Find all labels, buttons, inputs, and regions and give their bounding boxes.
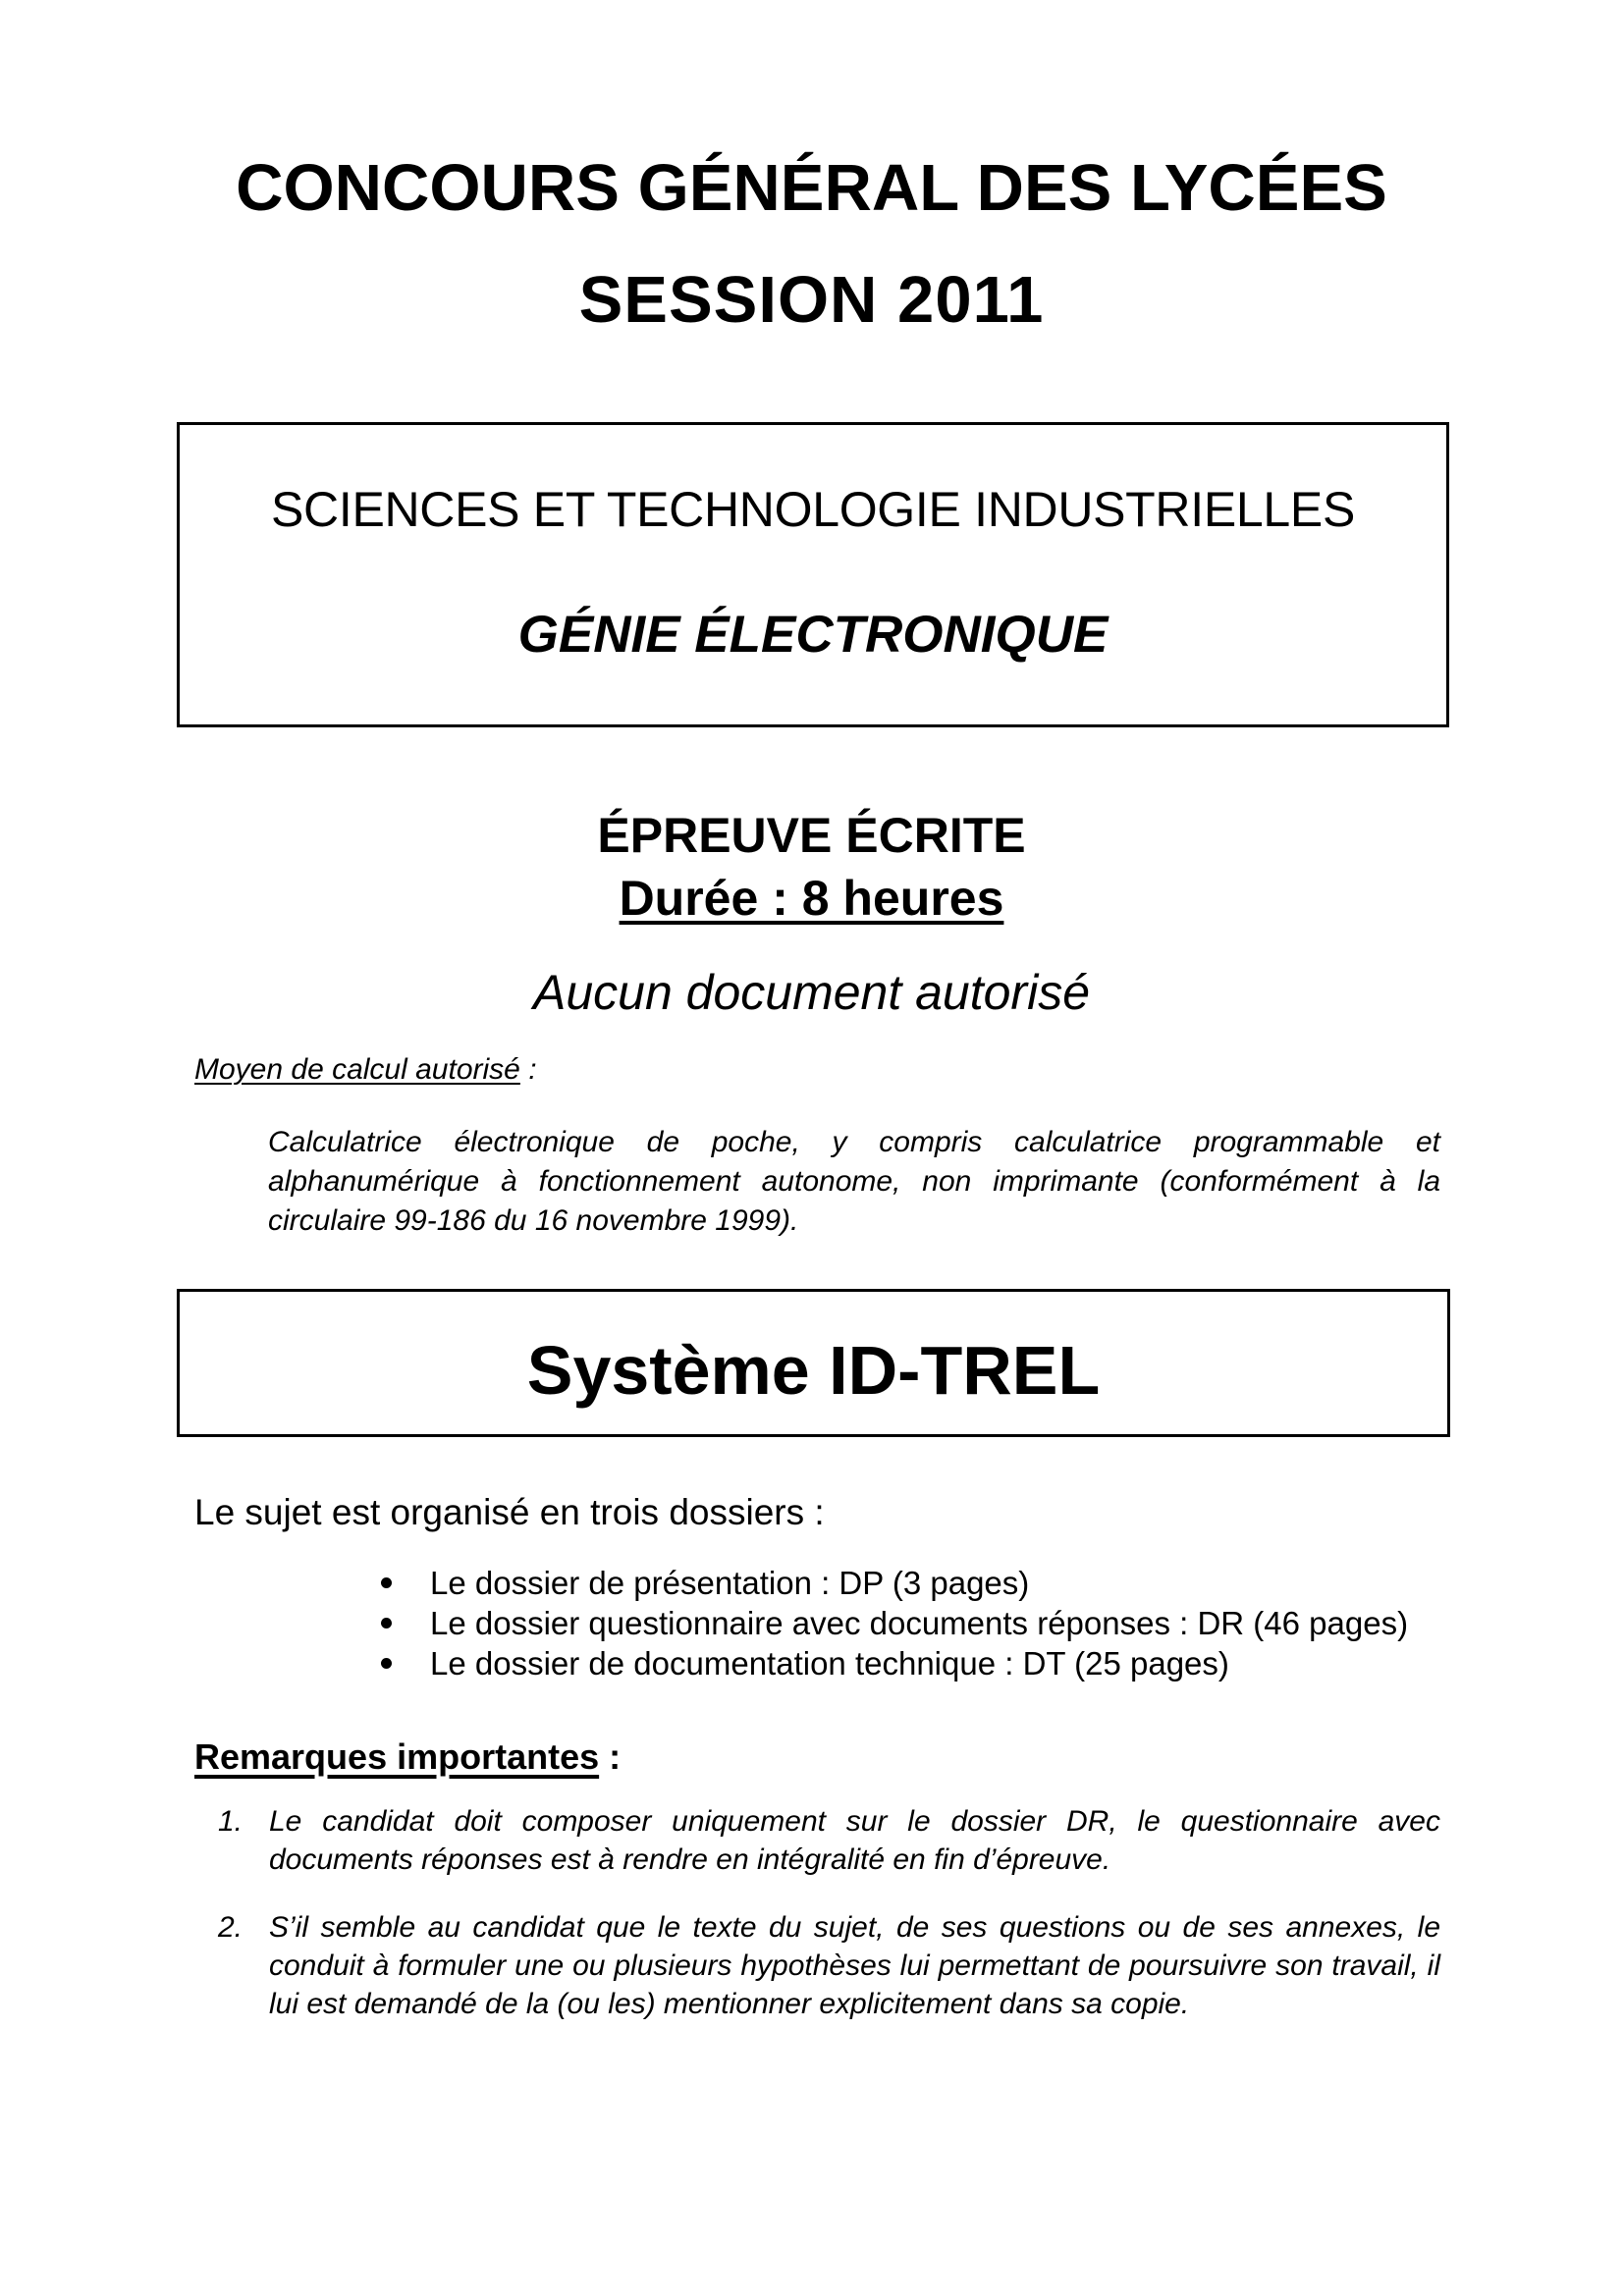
calculator-heading-label: Moyen de calcul autorisé xyxy=(194,1053,520,1086)
session-title: SESSION 2011 xyxy=(578,263,1045,337)
remarks-heading-label: Remarques importantes xyxy=(194,1736,600,1777)
dossier-label: Le dossier de documentation technique : DT (25 pages) xyxy=(430,1645,1229,1682)
exam-type: ÉPREUVE ÉCRITE xyxy=(597,808,1026,863)
list-item xyxy=(378,1603,1408,1643)
remark-text: S’il semble au candidat que le texte du sujet, de ses questions ou de ses annexes, le conduit à formuler une ou plusieurs hypothèses lui permettant de poursuivre son travail, il lui est demandé de la (ou les) mentionner explicitement dans sa copie. xyxy=(269,1911,1440,2020)
system-box xyxy=(177,1289,1450,1437)
remark-number: 1. xyxy=(218,1805,243,1838)
system-title: Système ID-TREL xyxy=(526,1332,1101,1409)
exam-duration xyxy=(0,870,1623,927)
remarks-list xyxy=(218,1802,1440,2023)
field-name: SCIENCES ET TECHNOLOGIE INDUSTRIELLES xyxy=(271,482,1355,537)
dossier-list xyxy=(378,1563,1408,1683)
subject-box xyxy=(177,422,1449,727)
document-title: CONCOURS GÉNÉRAL DES LYCÉES xyxy=(236,151,1387,225)
bullet-icon xyxy=(381,1618,392,1629)
list-item xyxy=(218,1802,1440,1879)
remarks-heading-colon: : xyxy=(599,1736,622,1777)
calculator-heading-colon: : xyxy=(519,1053,537,1086)
dossier-label: Le dossier de présentation : DP (3 pages) xyxy=(430,1565,1030,1601)
dossier-label: Le dossier questionnaire avec documents réponses : DR (46 pages) xyxy=(430,1605,1409,1641)
calculator-heading xyxy=(194,1052,537,1088)
list-item xyxy=(378,1563,1408,1603)
list-item xyxy=(378,1643,1408,1683)
specialty-name: GÉNIE ÉLECTRONIQUE xyxy=(517,606,1109,664)
organisation-intro: Le sujet est organisé en trois dossiers : xyxy=(194,1492,825,1532)
remarks-heading xyxy=(194,1735,621,1779)
list-item xyxy=(218,1908,1440,2023)
bullet-icon xyxy=(381,1577,392,1588)
exam-duration-text: Durée : 8 heures xyxy=(619,871,1004,926)
calculator-rules: Calculatrice électronique de poche, y compris calculatrice programmable et alphanumérique à fonctionnement autonome, non imprimante (conformément à la circulaire 99-186 du 16 novembre 1999). xyxy=(268,1126,1440,1237)
remark-text: Le candidat doit composer uniquement sur le dossier DR, le questionnaire avec documents réponses est à rendre en intégralité en fin d’épreuve. xyxy=(269,1805,1440,1876)
bullet-icon xyxy=(381,1658,392,1669)
documents-rule: Aucun document autorisé xyxy=(532,965,1091,1020)
remark-number: 2. xyxy=(218,1911,243,1944)
